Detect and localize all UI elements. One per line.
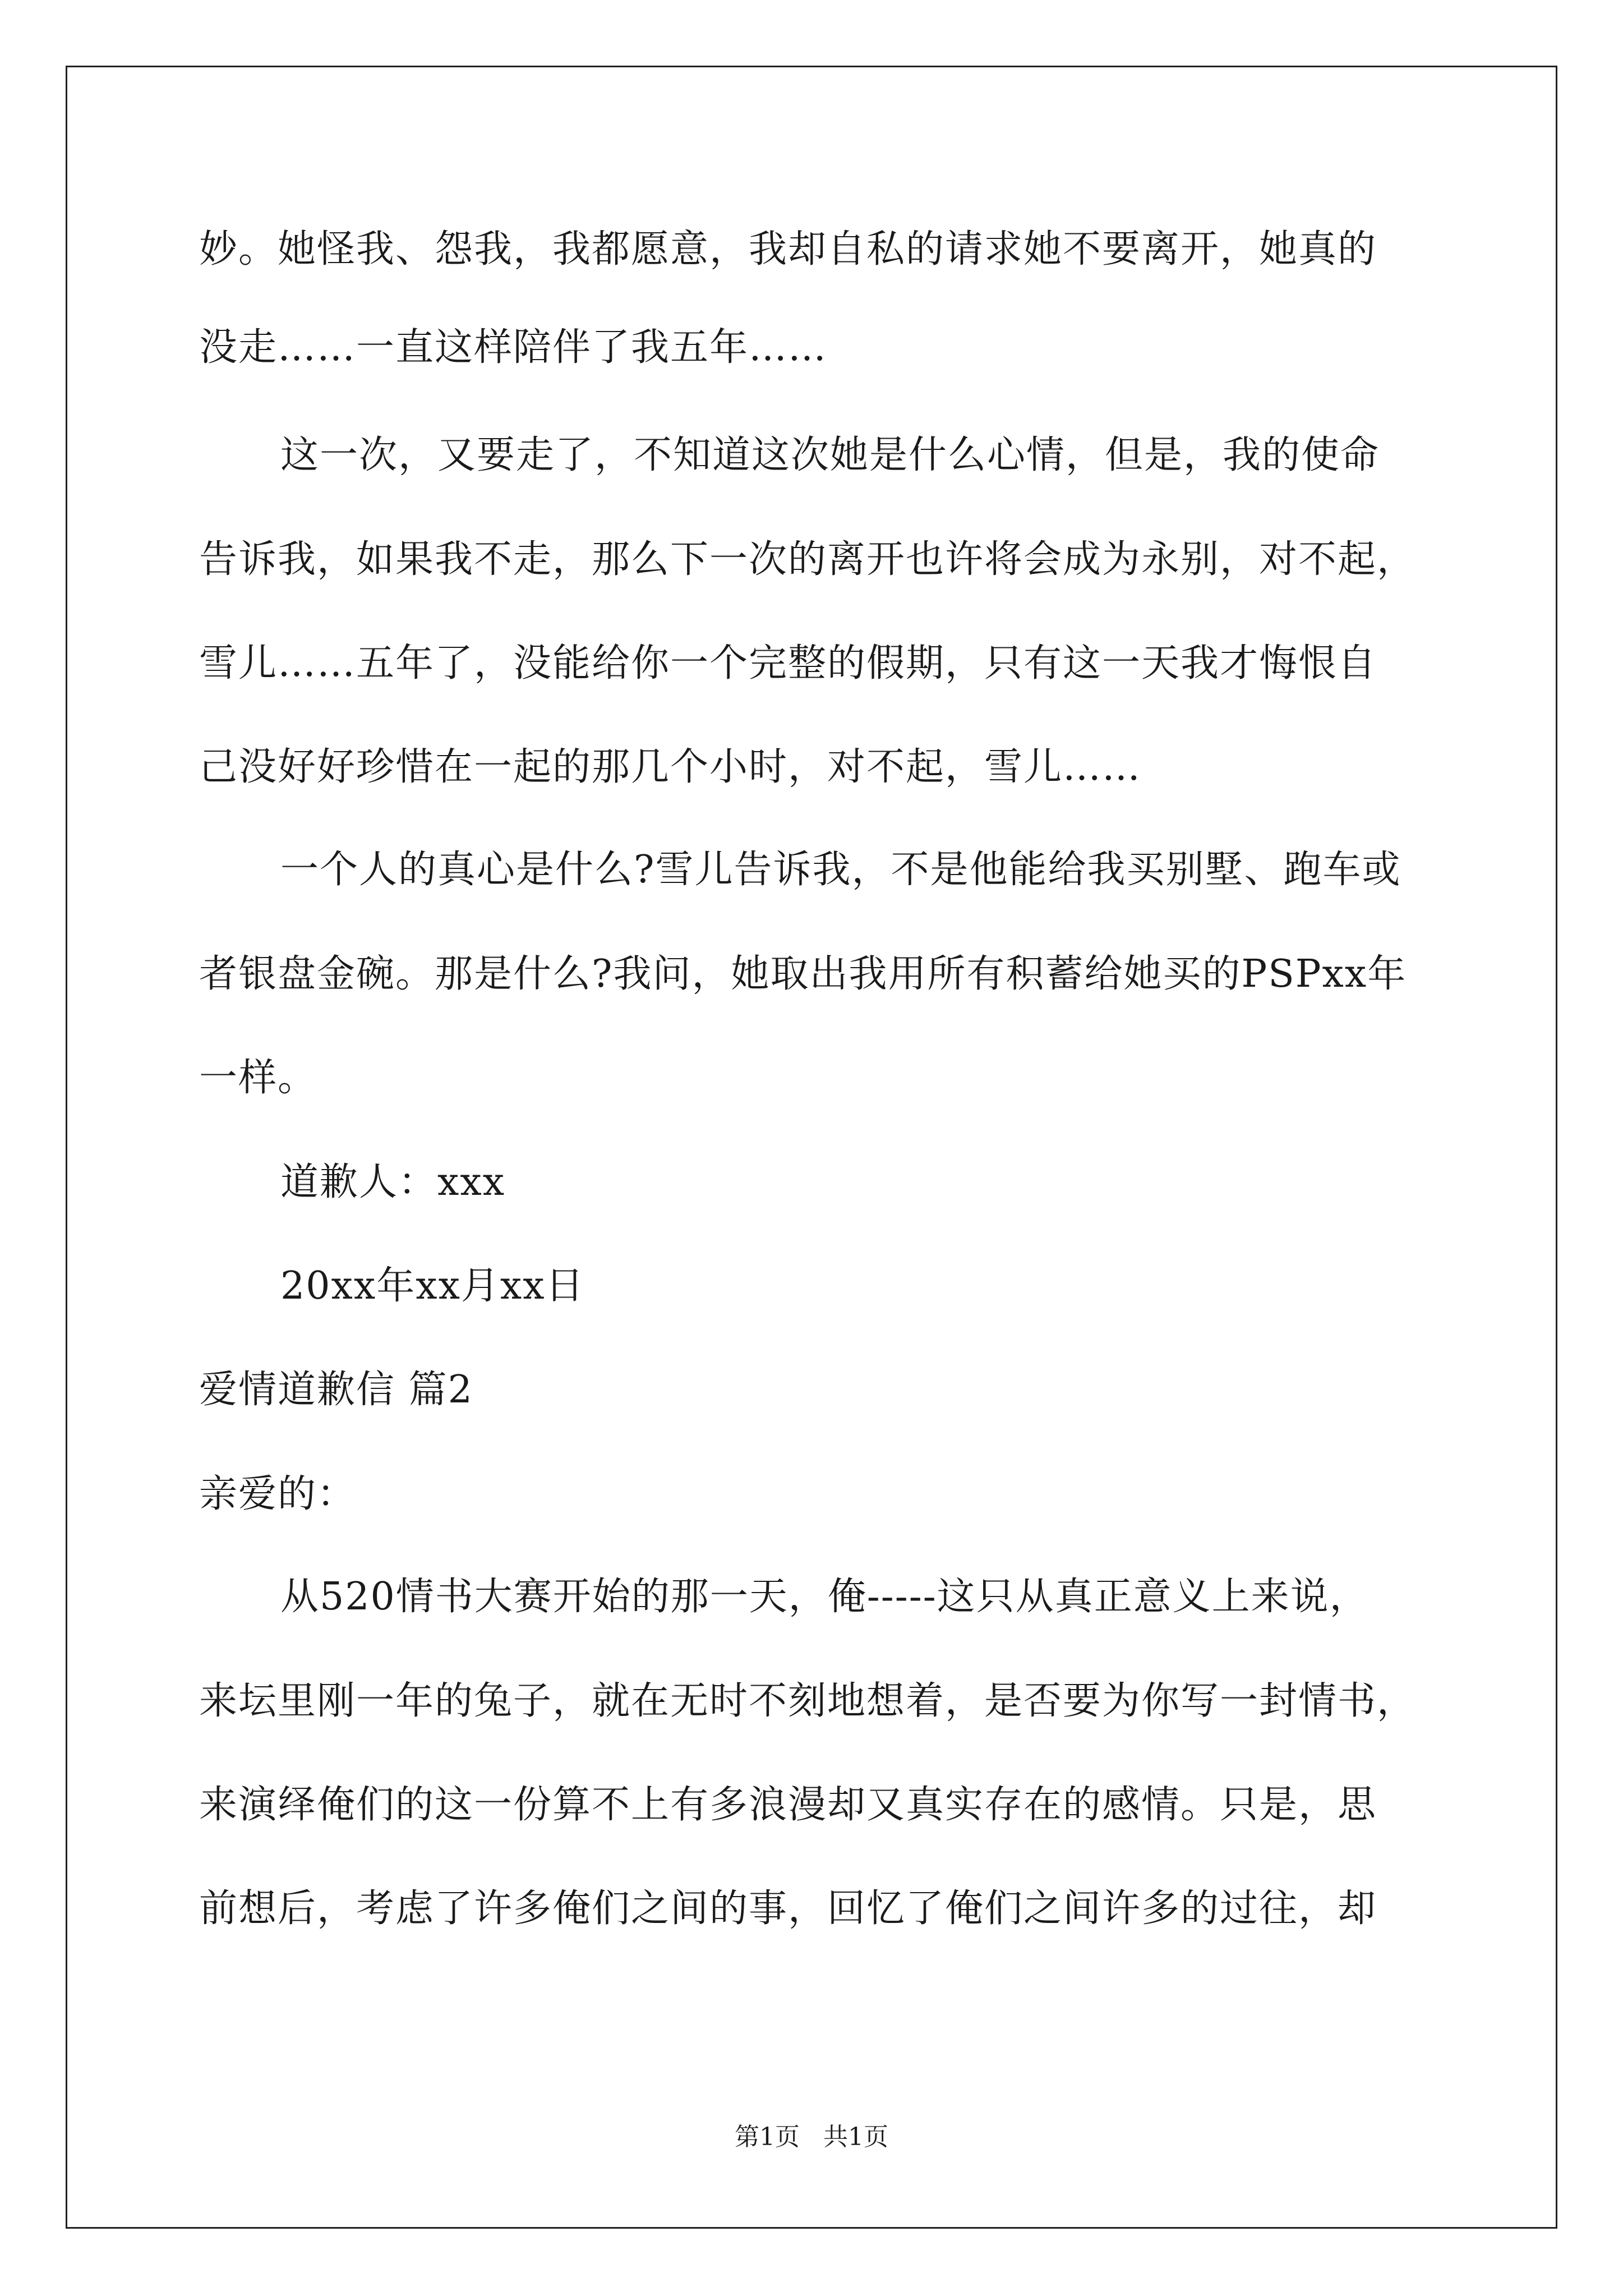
body-text-line: 前想后，考虑了许多俺们之间的事，回忆了俺们之间许多的过往，却 [199, 1887, 1377, 1931]
body-text-line: 己没好好珍惜在一起的那几个小时，对不起，雪儿…… [199, 745, 1142, 789]
body-text-line: 从520情书大赛开始的那一天，俺-----这只从真正意义上来说， [280, 1575, 1369, 1619]
body-text-line: 一样。 [199, 1056, 317, 1100]
body-text-line: 这一次，又要走了，不知道这次她是什么心情，但是，我的使命 [280, 433, 1380, 477]
body-text-line: 一个人的真心是什么?雪儿告诉我，不是他能给我买别墅、跑车或 [280, 848, 1401, 892]
signature-line: 道歉人：xxx [280, 1160, 506, 1204]
section-heading: 爱情道歉信 篇2 [199, 1368, 473, 1412]
salutation: 亲爱的： [199, 1472, 357, 1516]
body-text-line: 来演绎俺们的这一份算不上有多浪漫却又真实存在的感情。只是，思 [199, 1783, 1377, 1827]
body-text-line: 没走……一直这样陪伴了我五年…… [199, 325, 828, 370]
body-text-line: 来坛里刚一年的兔子，就在无时不刻地想着，是否要为你写一封情书， [199, 1679, 1417, 1723]
body-text-line: 告诉我，如果我不走，那么下一次的离开也许将会成为永别，对不起， [199, 537, 1417, 582]
page-footer: 第1页 共1页 [735, 2123, 888, 2151]
date-line: 20xx年xx月xx日 [280, 1264, 585, 1308]
body-text-line: 者银盘金碗。那是什么?我问，她取出我用所有积蓄给她买的PSPxx年 [199, 952, 1407, 996]
body-text-line: 雪儿……五年了，没能给你一个完整的假期，只有这一天我才悔恨自 [199, 641, 1377, 685]
body-text-line: 妙。她怪我、怨我，我都愿意，我却自私的请求她不要离开，她真的 [199, 227, 1377, 272]
